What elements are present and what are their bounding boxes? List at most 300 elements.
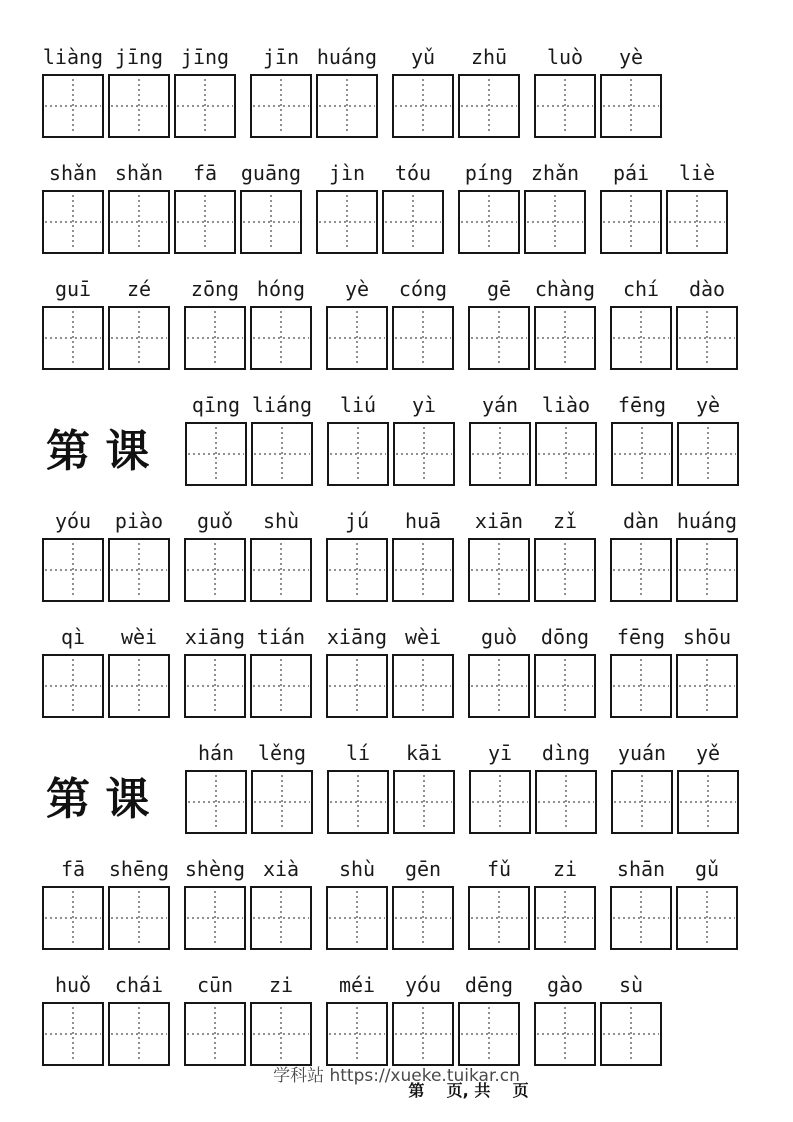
word-group [469,388,597,486]
pinyin-label: chái [114,973,164,997]
writing-box [42,538,104,602]
word-group [42,272,170,370]
word-row [42,736,793,852]
box-horizontal-dotted-line [111,569,167,571]
box-horizontal-dotted-line [537,569,593,571]
writing-box [42,654,104,718]
box-horizontal-dotted-line [603,105,659,107]
syllable-cell [174,40,236,138]
syllable-cell [611,736,673,834]
syllable-cell [600,40,662,138]
word-group [610,272,738,370]
word-row [42,504,793,620]
writing-box [393,770,455,834]
pinyin-label: dēng [464,973,514,997]
writing-box [108,190,170,254]
writing-box [184,538,246,602]
word-group-container [42,504,793,602]
word-group [468,852,596,950]
writing-box [468,306,530,370]
box-horizontal-dotted-line [177,105,233,107]
writing-box [42,886,104,950]
pinyin-label: guī [54,277,92,301]
syllable-cell [42,504,104,602]
writing-box [600,190,662,254]
box-horizontal-dotted-line [329,685,385,687]
writing-box [326,306,388,370]
writing-box [108,886,170,950]
syllable-cell [534,504,596,602]
word-group [327,736,455,834]
writing-box [468,654,530,718]
writing-box [677,770,739,834]
writing-box [392,538,454,602]
word-group [42,504,170,602]
word-group-container [42,852,793,950]
pinyin-label: guò [480,625,518,649]
box-horizontal-dotted-line [253,685,309,687]
syllable-cell [534,40,596,138]
syllable-cell [534,620,596,718]
box-horizontal-dotted-line [538,453,594,455]
box-horizontal-dotted-line [396,801,452,803]
pinyin-label: dōng [540,625,590,649]
word-group [42,968,170,1066]
syllable-cell [392,40,454,138]
word-group [184,852,312,950]
writing-box [185,770,247,834]
writing-box [393,422,455,486]
syllable-cell [108,620,170,718]
box-horizontal-dotted-line [471,685,527,687]
pinyin-label: jīn [262,45,300,69]
word-group-container [42,40,793,138]
pinyin-label: luò [546,45,584,69]
box-horizontal-dotted-line [177,221,233,223]
syllable-cell [108,40,170,138]
syllable-cell [393,388,455,486]
syllable-cell [677,388,739,486]
box-horizontal-dotted-line [395,685,451,687]
pinyin-label: wèi [404,625,442,649]
syllable-cell [250,272,312,370]
writing-box [676,886,738,950]
box-horizontal-dotted-line [614,453,670,455]
word-group [326,272,454,370]
writing-box [184,654,246,718]
writing-box [42,1002,104,1066]
box-horizontal-dotted-line [111,685,167,687]
syllable-cell [42,272,104,370]
writing-box [251,422,313,486]
box-horizontal-dotted-line [537,105,593,107]
word-group [469,736,597,834]
box-horizontal-dotted-line [461,221,517,223]
syllable-cell [42,968,104,1066]
box-horizontal-dotted-line [330,801,386,803]
writing-box [666,190,728,254]
pinyin-label: qīng [191,393,241,417]
syllable-cell [326,852,388,950]
syllable-cell [677,736,739,834]
syllable-cell [240,156,302,254]
pinyin-label: xiāng [326,625,388,649]
box-horizontal-dotted-line [537,1033,593,1035]
writing-box [469,770,531,834]
pinyin-label: tián [256,625,306,649]
box-horizontal-dotted-line [111,105,167,107]
pinyin-label: qì [60,625,86,649]
pinyin-label: yóu [54,509,92,533]
writing-box [534,886,596,950]
syllable-cell [458,40,520,138]
pinyin-label: dìng [541,741,591,765]
box-horizontal-dotted-line [679,337,735,339]
page-number-line: 第 页, 共 页 [408,1081,529,1100]
writing-box [534,1002,596,1066]
word-row [42,852,793,968]
syllable-cell [458,156,520,254]
pinyin-label: kāi [405,741,443,765]
box-horizontal-dotted-line [538,801,594,803]
box-horizontal-dotted-line [396,453,452,455]
box-horizontal-dotted-line [679,569,735,571]
writing-box [42,306,104,370]
word-group [326,852,454,950]
word-group [42,40,236,138]
box-horizontal-dotted-line [603,221,659,223]
box-horizontal-dotted-line [537,917,593,919]
box-horizontal-dotted-line [188,801,244,803]
writing-box [184,306,246,370]
pinyin-label: dào [688,277,726,301]
box-horizontal-dotted-line [253,569,309,571]
pinyin-label: dàn [622,509,660,533]
syllable-cell [250,852,312,950]
box-horizontal-dotted-line [45,1033,101,1035]
box-horizontal-dotted-line [471,337,527,339]
syllable-cell [469,736,531,834]
writing-box [677,422,739,486]
word-row [42,272,793,388]
writing-box [251,770,313,834]
syllable-cell [108,504,170,602]
pinyin-label: fēng [616,625,666,649]
syllable-cell [392,272,454,370]
pinyin-label: shǎn [48,161,98,185]
syllable-cell [108,156,170,254]
writing-box [392,306,454,370]
writing-box [392,886,454,950]
box-horizontal-dotted-line [330,453,386,455]
writing-box [250,306,312,370]
syllable-cell [458,968,520,1066]
box-horizontal-dotted-line [253,917,309,919]
syllable-cell [250,968,312,1066]
syllable-cell [316,156,378,254]
word-group [184,968,312,1066]
writing-box [610,886,672,950]
word-group-container [185,736,793,834]
syllable-cell [534,852,596,950]
word-group [468,620,596,718]
pinyin-label: huáng [316,45,378,69]
syllable-cell [251,388,313,486]
writing-box [326,1002,388,1066]
syllable-cell [676,852,738,950]
box-horizontal-dotted-line [385,221,441,223]
word-group [184,620,312,718]
word-group [184,272,312,370]
pinyin-label: yè [618,45,644,69]
syllable-cell [251,736,313,834]
pinyin-label: fā [192,161,218,185]
box-horizontal-dotted-line [187,337,243,339]
word-group [42,620,170,718]
pinyin-label: huǒ [54,973,92,997]
box-horizontal-dotted-line [253,105,309,107]
box-horizontal-dotted-line [537,685,593,687]
box-horizontal-dotted-line [472,801,528,803]
pinyin-label: shù [338,857,376,881]
box-horizontal-dotted-line [613,569,669,571]
pinyin-label: gào [546,973,584,997]
writing-box [534,654,596,718]
pinyin-label: lěng [257,741,307,765]
word-group [42,852,170,950]
pinyin-label: fǔ [486,857,512,881]
box-horizontal-dotted-line [45,917,101,919]
pinyin-label: xiān [474,509,524,533]
syllable-cell [184,852,246,950]
pinyin-label: xià [262,857,300,881]
word-group-container [42,620,793,718]
box-horizontal-dotted-line [45,685,101,687]
box-horizontal-dotted-line [45,569,101,571]
syllable-cell [610,504,672,602]
writing-box [535,770,597,834]
word-group [326,968,520,1066]
writing-box [676,654,738,718]
writing-box [326,654,388,718]
pinyin-label: chàng [534,277,596,301]
syllable-cell [326,504,388,602]
writing-box [534,74,596,138]
syllable-cell [600,156,662,254]
pinyin-label: shōu [682,625,732,649]
box-horizontal-dotted-line [461,105,517,107]
writing-box [184,886,246,950]
box-horizontal-dotted-line [254,453,310,455]
syllable-cell [534,968,596,1066]
box-horizontal-dotted-line [680,801,736,803]
box-horizontal-dotted-line [613,337,669,339]
syllable-cell [185,388,247,486]
box-horizontal-dotted-line [395,337,451,339]
pinyin-label: huáng [676,509,738,533]
box-horizontal-dotted-line [679,685,735,687]
syllable-cell [326,968,388,1066]
box-horizontal-dotted-line [329,1033,385,1035]
pinyin-label: sù [618,973,644,997]
syllable-cell [600,968,662,1066]
syllable-cell [184,272,246,370]
pinyin-label: yuán [617,741,667,765]
writing-box [524,190,586,254]
pinyin-label: hóng [256,277,306,301]
writing-box [610,538,672,602]
syllable-cell [610,620,672,718]
pinyin-label: liào [541,393,591,417]
word-group [600,156,728,254]
writing-box [326,886,388,950]
writing-box [458,1002,520,1066]
box-horizontal-dotted-line [613,685,669,687]
syllable-cell [676,620,738,718]
word-group [534,968,662,1066]
lesson-label: 第 课 [46,426,150,477]
box-horizontal-dotted-line [329,917,385,919]
box-horizontal-dotted-line [537,337,593,339]
pinyin-label: píng [464,161,514,185]
box-horizontal-dotted-line [395,1033,451,1035]
syllable-cell [108,968,170,1066]
syllable-cell [469,388,531,486]
box-horizontal-dotted-line [45,221,101,223]
box-horizontal-dotted-line [603,1033,659,1035]
syllable-cell [610,272,672,370]
syllable-cell [174,156,236,254]
word-group [326,620,454,718]
word-row [42,156,793,272]
syllable-cell [250,504,312,602]
writing-box [326,538,388,602]
box-horizontal-dotted-line [472,453,528,455]
box-horizontal-dotted-line [188,453,244,455]
syllable-cell [468,620,530,718]
pinyin-label: shǎn [114,161,164,185]
box-horizontal-dotted-line [187,569,243,571]
syllable-cell [468,852,530,950]
word-group [610,852,738,950]
pinyin-label: zōng [190,277,240,301]
syllable-cell [326,272,388,370]
writing-box [469,422,531,486]
syllable-cell [42,156,104,254]
writing-box [42,74,104,138]
word-group [458,156,586,254]
pinyin-label: zé [126,277,152,301]
syllable-cell [392,620,454,718]
writing-box [250,74,312,138]
pinyin-label: yán [481,393,519,417]
pinyin-label: yǔ [410,45,436,69]
pinyin-label: shān [616,857,666,881]
writing-box [108,1002,170,1066]
writing-box [240,190,302,254]
writing-box [610,654,672,718]
pinyin-label: jìn [328,161,366,185]
writing-box [250,1002,312,1066]
pinyin-label: zi [552,857,578,881]
syllable-cell [468,504,530,602]
word-group [468,272,596,370]
pinyin-label: jīng [180,45,230,69]
syllable-cell [392,852,454,950]
word-group [611,736,739,834]
pinyin-label: zǐ [552,509,578,533]
writing-box [316,74,378,138]
box-horizontal-dotted-line [111,1033,167,1035]
pinyin-label: jú [344,509,370,533]
word-group-container [42,272,793,370]
pinyin-label: shèng [184,857,246,881]
pinyin-label: guǒ [196,509,234,533]
writing-box [250,654,312,718]
box-horizontal-dotted-line [253,1033,309,1035]
box-horizontal-dotted-line [680,453,736,455]
word-group-container [42,156,793,254]
box-horizontal-dotted-line [471,569,527,571]
syllable-cell [326,620,388,718]
syllable-cell [108,852,170,950]
pinyin-label: fā [60,857,86,881]
syllable-cell [468,272,530,370]
box-horizontal-dotted-line [669,221,725,223]
pinyin-label: cóng [398,277,448,301]
writing-box [468,538,530,602]
box-horizontal-dotted-line [45,337,101,339]
pinyin-label: cūn [196,973,234,997]
syllable-cell [534,272,596,370]
writing-box [392,1002,454,1066]
syllable-cell [610,852,672,950]
syllable-cell [535,736,597,834]
writing-box [327,422,389,486]
pinyin-label: wèi [120,625,158,649]
word-group-container [185,388,793,486]
word-group [316,156,444,254]
pinyin-label: liè [678,161,716,185]
watermark-text: 学科站 https://xueke.tuikar.cn [273,1066,520,1086]
pinyin-label: liáng [251,393,313,417]
box-horizontal-dotted-line [243,221,299,223]
box-horizontal-dotted-line [614,801,670,803]
syllable-cell [611,388,673,486]
writing-box [534,306,596,370]
box-horizontal-dotted-line [679,917,735,919]
word-group [42,156,302,254]
box-horizontal-dotted-line [395,105,451,107]
writing-box [316,190,378,254]
writing-box [174,74,236,138]
syllable-cell [392,968,454,1066]
writing-box [600,1002,662,1066]
syllable-cell [316,40,378,138]
word-group [392,40,520,138]
pinyin-label: liàng [42,45,104,69]
syllable-cell [676,504,738,602]
box-horizontal-dotted-line [253,337,309,339]
pinyin-label: gǔ [694,857,720,881]
word-row [42,388,793,504]
syllable-cell [42,852,104,950]
box-horizontal-dotted-line [111,337,167,339]
worksheet-rows [42,40,793,1084]
box-horizontal-dotted-line [111,917,167,919]
pinyin-label: méi [338,973,376,997]
word-group [250,40,378,138]
